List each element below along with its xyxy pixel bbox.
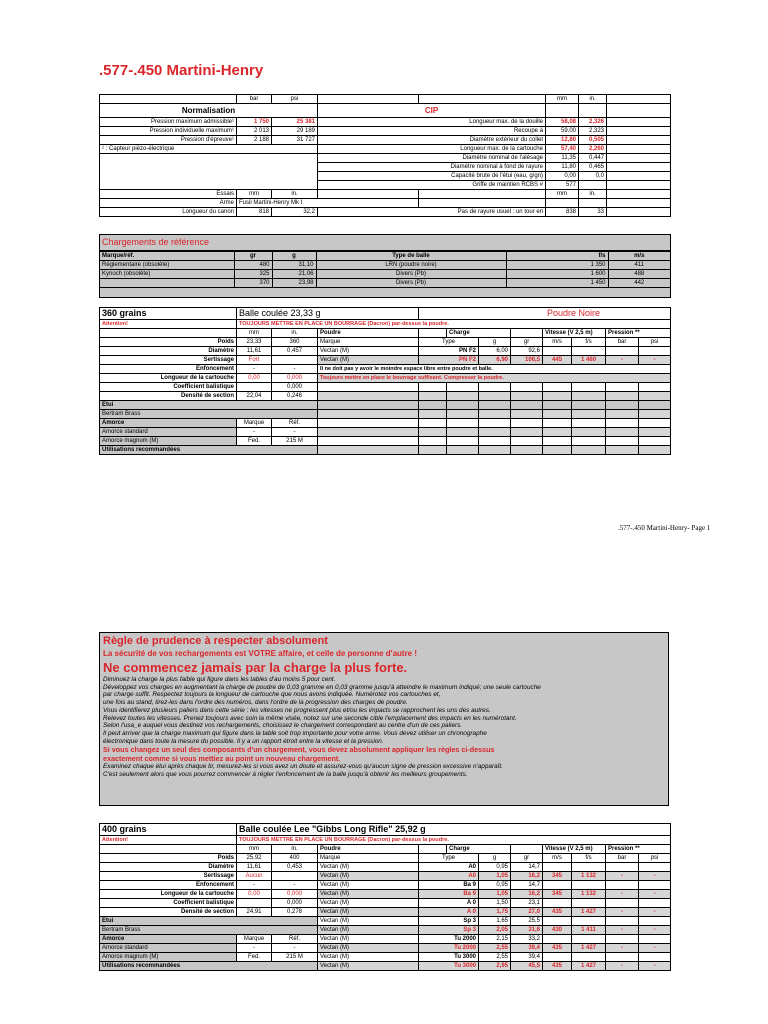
unit-in: in. (579, 95, 607, 104)
spec-row: Griffe de maintien RCBS # 577 (100, 181, 671, 190)
table-row: Amorce magnum (M) Fed. 215 M Vectan (M) Tu 3000 2,55 39,4 (100, 953, 671, 962)
poudre-noire: Poudre Noire (419, 308, 671, 320)
sensor-note: ¹ : Capteur piézo-électrique (100, 145, 318, 154)
arme-value: Fusil Martini-Henry Mk I (237, 199, 419, 208)
spec-row: Capacité brute de l'étui (eau, g/gn) 0,00 0,0 (100, 172, 671, 181)
utilisations-label: Utilisations recommandées (100, 446, 318, 455)
table-row: 370 23,98 Divers (Pb) 1 450 442 (100, 279, 670, 288)
normalisation-label: Normalisation (100, 104, 318, 118)
safety-line: C'est seulement alors que vous pourrez commencer à régler l'enfoncement de la balle jusqu'à obtenir les meilleurs groupements. (103, 771, 468, 779)
reference-title: Chargements de référence (100, 235, 670, 251)
safety-headline: Ne commencez jamais par la charge la plus forte. (103, 660, 408, 675)
table-row: Densité de section 24,91 0,278 Vectan (M) A 0 1,75 27,0 435 1 427 - - (100, 908, 671, 917)
safety-line: Vous identifierez plusieurs paliers dans cette série : les vitesses ne progressent plus et/ou les impacts se rapprochent les uns des autres. (103, 706, 491, 714)
table-row: Réglementaire (obsolète) 480 31,10 LRN (poudre noire) 1 350 411 (100, 261, 670, 270)
table-row: Diamètre 11,61 0,457 Vectan (M) PN F2 6,00 92,6 (100, 347, 671, 356)
safety-warning: exactement comme si vous mettiez au point un nouveau chargement. (103, 754, 341, 764)
page-title: .577-.450 Martini-Henry (99, 62, 264, 79)
load-table-360: 360 grains Balle coulée 23,33 g Poudre Noire Attention! TOUJOURS METTRE EN PLACE UN BOURRAGE (Dacron) par-dessus la poudre. mm in. Poudre Charge Vitesse (V 2,5 m) Pression ** Poids 23,33 360 Marque Type g gr m/s f/s bar psi Diamètre 11,61 0,457 Vectan (M) PN F2 6,00 92,6 Sertissage Fort Vectan (M) PN F2 6,90 106,5 445 1 460 - - Enfoncement - - Il ne doit pas y avoir le moindre espace libre entre poudre et balle. Longueur de la cartouche 0,00 0,000 Toujours mettre en place le bourrage suffisant. Compresser la poudre. Coefficient balistique 0,000 Densité de section 22,04 0,246 Etui Bertram Brass Amorce Marque Réf. Amorce standard - - Amorce magnum (M) Fed. 215 M Utilisations recommandées (99, 307, 671, 455)
canon-label: Longueur du canon (100, 208, 237, 217)
pas-mm: 838 (546, 208, 579, 217)
attention-400: Attention! (100, 836, 237, 845)
etui-label: Etui (100, 401, 318, 410)
safety-line: Il peut arriver que la charge maximum qui figure dans la table soit trop importante pour votre arme. Vous devez utiliser un chronographe (103, 729, 487, 737)
spec-row: Pression individuelle maximum¹ 2 013 29 189 Recoupe à 59,00 2,323 (100, 127, 671, 136)
unit-mm: mm (546, 95, 579, 104)
safety-line: Examinez chaque étui après chaque tir, mesurez-les si vous avez un doute et assurez-vous qu'aucun signe de pression excessive n'apparaît. (103, 763, 503, 771)
reference-loads-box (99, 234, 671, 298)
spec-row: Diamètre nominal à fond de rayure 11,80 0,465 (100, 163, 671, 172)
load-table-400: 400 grains Balle coulée Lee "Gibbs Long Rifle" 25,92 g Attention! TOUJOURS METTRE EN PLACE UN BOURRAGE (Dacron) par-dessus la poudre. mm in. Poudre Charge Vitesse (V 2,5 m) Pression ** Poids 25,92 400 Marque Type g gr m/s f/s bar psi Diamètre 11,61 0,453 Vectan (M) A0 0,95 14,7 Sertissage Aucun Vectan (M) A0 1,05 16,2 345 1 132 - - Enfoncement - - Vectan (M) Ba 9 0,95 14,7 Longueur de la cartouche 0,00 0,000 Vectan (M) Ba 9 1,05 16,2 345 1 132 - - Coefficient balistique 0,000 Vectan (M) A 0 1,50 23,1 Densité de section 24,91 0,278 Vectan (M) A 0 1,75 27,0 435 1 427 - - Etui Vectan (M) Sp 3 1,65 25,5 Bertram Brass Vectan (M) Sp 3 2,05 31,6 430 1 411 - - Amorce Marque Réf. Vectan (M) Tu 2000 2,15 33,2 Amorce standard - - Vectan (M) Tu 2000 2,55 39,4 435 1 427 - - Amorce magnum (M) Fed. 215 M Vectan (M) Tu 3000 2,55 39,4 Utilisations recommandées Vectan (M) Tu 3000 2,95 45,5 435 1 427 - - (99, 823, 671, 971)
grains-400: 400 grains (100, 824, 237, 836)
spec-table: bar psi mm in. Normalisation CIP Pression maximum admissible¹ 1 750 25 381 Longueur max. de la douille 58,08 2,326 Pression individuelle maximum¹ 2 013 29 189 Recoupe à 59,00 2,323 Pression d'épreuve¹ 2 188 31 727 Diamètre extérieur du collet 12,80 0,505 ¹ : Capteur piézo-électrique Longueur max. de la cartouche 57,40 2,260 Diamètre nominal de l'alésage 11,35 0,447 Diamètre nominal à fond de rayure 11,80 0,465 Capacité brute de l'étui (eau, g/gn) 0,00 0,0 Griffe de maintien RCBS # 577 Essais mm in. mm in. Arme Fusil Martini-Henry Mk I Longueur du canon 818 32,2 Pas de rayure usuel : un tour en 838 33 (99, 94, 671, 217)
unit-bar: bar (237, 95, 272, 104)
page-footer: .577-.450 Martini-Henry- Page 1 (618, 524, 711, 532)
grains-360: 360 grains (100, 308, 237, 320)
safety-line: Selon l'usa_e auquel vous destinez vos rechargements, choisissez le chargement correspondant au centre d'un de ces paliers. (103, 722, 463, 730)
canon-in: 32,2 (272, 208, 318, 217)
essais-label: Essais (100, 190, 237, 199)
table-row: Coefficient balistique 0,000 Vectan (M) A 0 1,50 23,1 (100, 899, 671, 908)
spec-row: Pression maximum admissible¹ 1 750 25 381 Longueur max. de la douille 58,08 2,326 (100, 118, 671, 127)
safety-rules-box (99, 632, 669, 806)
table-row: Amorce Marque Réf. Vectan (M) Tu 2000 2,15 33,2 (100, 935, 671, 944)
pas-in: 33 (579, 208, 607, 217)
safety-warning: Si vous changez un seul des composants d'un chargement, vous devez absolument appliquer les règles ci-dessus (103, 745, 495, 755)
table-row: Bertram Brass Vectan (M) Sp 3 2,05 31,6 430 1 411 - - (100, 926, 671, 935)
spec-row: Pression d'épreuve¹ 2 188 31 727 Diamètre extérieur du collet 12,80 0,505 (100, 136, 671, 145)
pas-label: Pas de rayure usuel : un tour en (318, 208, 546, 217)
table-row: Utilisations recommandées Vectan (M) Tu 3000 2,95 45,5 435 1 427 - - (100, 962, 671, 971)
warning-400: TOUJOURS METTRE EN PLACE UN BOURRAGE (Dacron) par-dessus la poudre. (237, 836, 671, 845)
warning-360: TOUJOURS METTRE EN PLACE UN BOURRAGE (Dacron) par-dessus la poudre. (237, 320, 671, 329)
spec-row: Diamètre nominal de l'alésage 11,35 0,447 (100, 154, 671, 163)
spec-row: ¹ : Capteur piézo-électrique Longueur max. de la cartouche 57,40 2,260 (100, 145, 671, 154)
table-row: Sertissage Fort Vectan (M) PN F2 6,90 106,5 445 1 460 - - (100, 356, 671, 365)
table-row: Longueur de la cartouche 0,00 0,000 Vectan (M) Ba 9 1,05 16,2 345 1 132 - - (100, 890, 671, 899)
table-row: Enfoncement - - Vectan (M) Ba 9 0,95 14,7 (100, 881, 671, 890)
table-row: Diamètre 11,61 0,453 Vectan (M) A0 0,95 14,7 (100, 863, 671, 872)
arme-label: Arme (100, 199, 237, 208)
safety-title: Règle de prudence à respecter absolument (103, 635, 328, 647)
etui-value: Bertram Brass (100, 410, 318, 419)
table-row: Amorce standard - - Vectan (M) Tu 2000 2,55 39,4 435 1 427 - - (100, 944, 671, 953)
safety-line: par charge suffit. Respectez toujours la longueur de cartouche que nous avons indiquée. Numérotez vos cartouches et, (103, 691, 441, 699)
cip-label: CIP (318, 104, 546, 118)
attention-360: Attention! (100, 320, 237, 329)
balle-400: Balle coulée Lee "Gibbs Long Rifle" 25,92 g (237, 824, 671, 836)
note-espace: Il ne doit pas y avoir le moindre espace libre entre poudre et balle. (318, 365, 671, 374)
safety-line: Diminuez la charge la plus faible qui figure dans les tables d'au moins 5 pour cent. (103, 676, 336, 683)
table-row: Sertissage Aucun Vectan (M) A0 1,05 16,2 345 1 132 - - (100, 872, 671, 881)
unit-psi: psi (272, 95, 318, 104)
table-row: Etui Vectan (M) Sp 3 1,65 25,5 (100, 917, 671, 926)
safety-line: électronique dans toute la mesure du possible. Il y a un rapport étroit entre la vitesse et la pression. (103, 737, 384, 745)
safety-subtitle: La sécurité de vos rechargements est VOTRE affaire, et celle de personne d'autre ! (103, 649, 418, 658)
reference-table: Marque/réf. gr g Type de balle f/s m/s Réglementaire (obsolète) 480 31,10 LRN (poudre noire) 1 350 411 Kynoch (obsolète) 325 21,06 Divers (Pb) 1 600 488 370 23,98 Divers (Pb) 1 450 442 (100, 251, 670, 288)
balle-360: Balle coulée 23,33 g (237, 308, 419, 320)
safety-line: Relevez toutes les vitesses. Prenez toujours avec soin la même visée, notez sur une seconde cible l'emplacement des impacts en les numérotant. (103, 714, 517, 722)
note-bourrage: Toujours mettre en place le bourrage suffisant. Compresser la poudre. (318, 374, 671, 383)
table-row: Kynoch (obsolète) 325 21,06 Divers (Pb) 1 600 488 (100, 270, 670, 279)
safety-line: une fois au stand, tirez-les dans l'ordre des numéros, dans l'ordre de la progression des charges de poudre. (103, 699, 408, 707)
amorce-label: Amorce (100, 419, 237, 428)
safety-line: Développez vos charges en augmentant la charge de poudre de 0,03 gramme en 0,03 gramme jusqu'à atteindre le maximum indiqué; une seule cartouche (103, 683, 541, 691)
canon-mm: 818 (237, 208, 272, 217)
